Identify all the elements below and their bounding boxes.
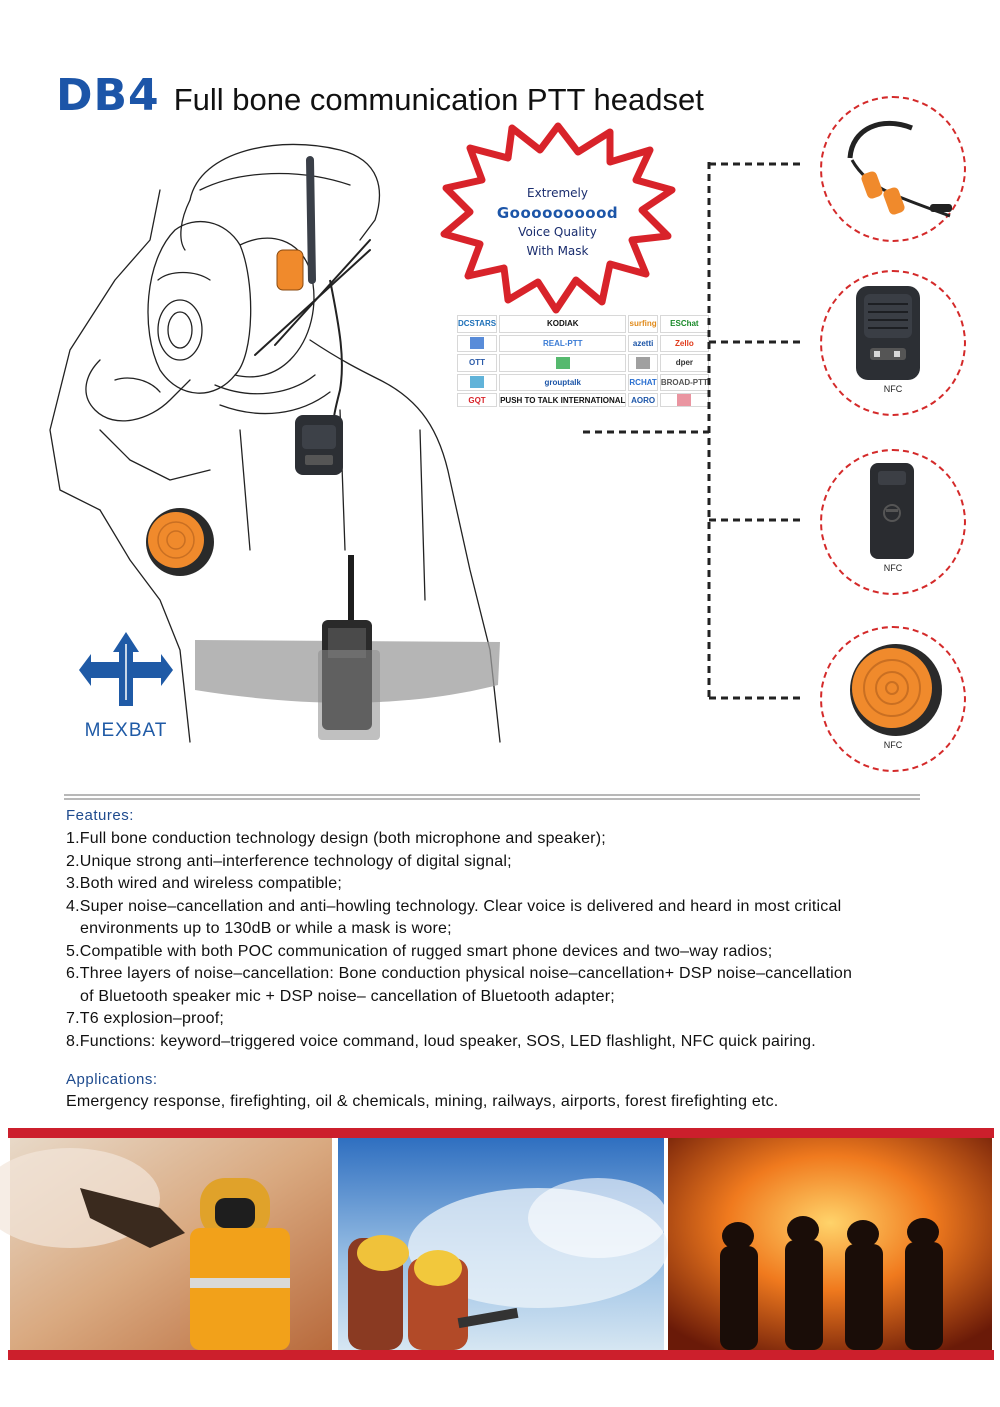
brand-name: MEXBAT (84, 720, 168, 741)
feature-item: 3.Both wired and wireless compatible; (66, 875, 342, 892)
partner-logo-mark (470, 337, 484, 349)
features-heading: Features: (66, 807, 134, 824)
photo-firefighters-hose (338, 1138, 664, 1350)
partner-logo-mark (556, 357, 570, 369)
badge-line-3: Voice Quality (518, 225, 597, 239)
feature-item: 2.Unique strong anti–interference technology of digital signal; (66, 852, 512, 870)
partner-logo (457, 335, 497, 353)
partner-logo-mark (470, 376, 484, 388)
model-name: DB4 (56, 70, 160, 121)
ptt-button-icon (822, 628, 968, 774)
feature-item: 6.Three layers of noise–cancellation: Bone conduction physical noise–cancellation+ DSP noise–cancellation (66, 965, 853, 982)
applications-heading: Applications: (66, 1071, 158, 1088)
nfc-label-2: NFC (883, 563, 903, 573)
accessory-ptt-button (820, 626, 966, 772)
partner-logo: RCHAT (628, 374, 657, 392)
photo-firefighters-flames (668, 1138, 992, 1350)
accessory-adapter (820, 449, 966, 595)
partner-logo: REAL-PTT (499, 335, 626, 353)
mexbat-logo-icon (77, 630, 175, 708)
feature-item: 5.Compatible with both POC communication of rugged smart phone devices and two–way radios; (66, 942, 773, 960)
page-title (56, 70, 704, 120)
partner-logo: dper (660, 354, 709, 372)
nfc-label-1: NFC (883, 384, 903, 394)
badge-line-1: Extremely (527, 186, 588, 200)
partner-logo: OTT (457, 354, 497, 372)
badge-line-4: With Mask (526, 244, 589, 258)
product-headline: Full bone communication PTT headset (173, 82, 704, 117)
partner-logo (457, 374, 497, 392)
accessory-connectors (575, 150, 815, 710)
features-list (66, 828, 976, 1053)
photo-firefighter-smoke (10, 1138, 332, 1350)
partner-logo: DCSTARS (457, 315, 497, 333)
nfc-label-3: NFC (883, 740, 903, 750)
partner-logo: grouptalk (499, 374, 626, 392)
partner-logo: Zello (660, 335, 709, 353)
feature-item: 7.T6 explosion–proof; (66, 1010, 225, 1027)
speaker-mic-icon (822, 272, 968, 418)
feature-item: 8.Functions: keyword–triggered voice command, loud speaker, SOS, LED flashlight, NFC quick pairing. (66, 1032, 816, 1050)
partner-logo: AORO (628, 393, 657, 407)
applications-text: Emergency response, firefighting, oil & chemicals, mining, railways, airports, forest firefighting etc. (66, 1093, 779, 1110)
badge-line-2: Goooooooood (496, 204, 619, 222)
partner-logo: BROAD-PTT (660, 374, 709, 392)
feature-item: 4.Super noise–cancellation and anti–howling technology. Clear voice is delivered and heard in most critical (66, 897, 842, 915)
headset-icon (822, 98, 968, 244)
feature-item-continuation: of Bluetooth speaker mic + DSP noise– cancellation of Bluetooth adapter; (80, 987, 615, 1005)
partner-logo: surfing (628, 315, 657, 333)
partner-logo: KODIAK (499, 315, 626, 333)
feature-item-continuation: environments up to 130dB or while a mask is wore; (80, 920, 452, 937)
section-divider (64, 794, 920, 800)
accessory-speaker-mic (820, 270, 966, 416)
accessory-headset (820, 96, 966, 242)
partner-logo: GQT (457, 393, 497, 407)
bluetooth-adapter-icon (822, 451, 968, 597)
partner-logo: PUSH TO TALK INTERNATIONAL (499, 393, 626, 407)
feature-item: 1.Full bone conduction technology design (both microphone and speaker); (66, 830, 606, 847)
partner-logo: azetti (628, 335, 657, 353)
partner-logo: ESChat (660, 315, 709, 333)
